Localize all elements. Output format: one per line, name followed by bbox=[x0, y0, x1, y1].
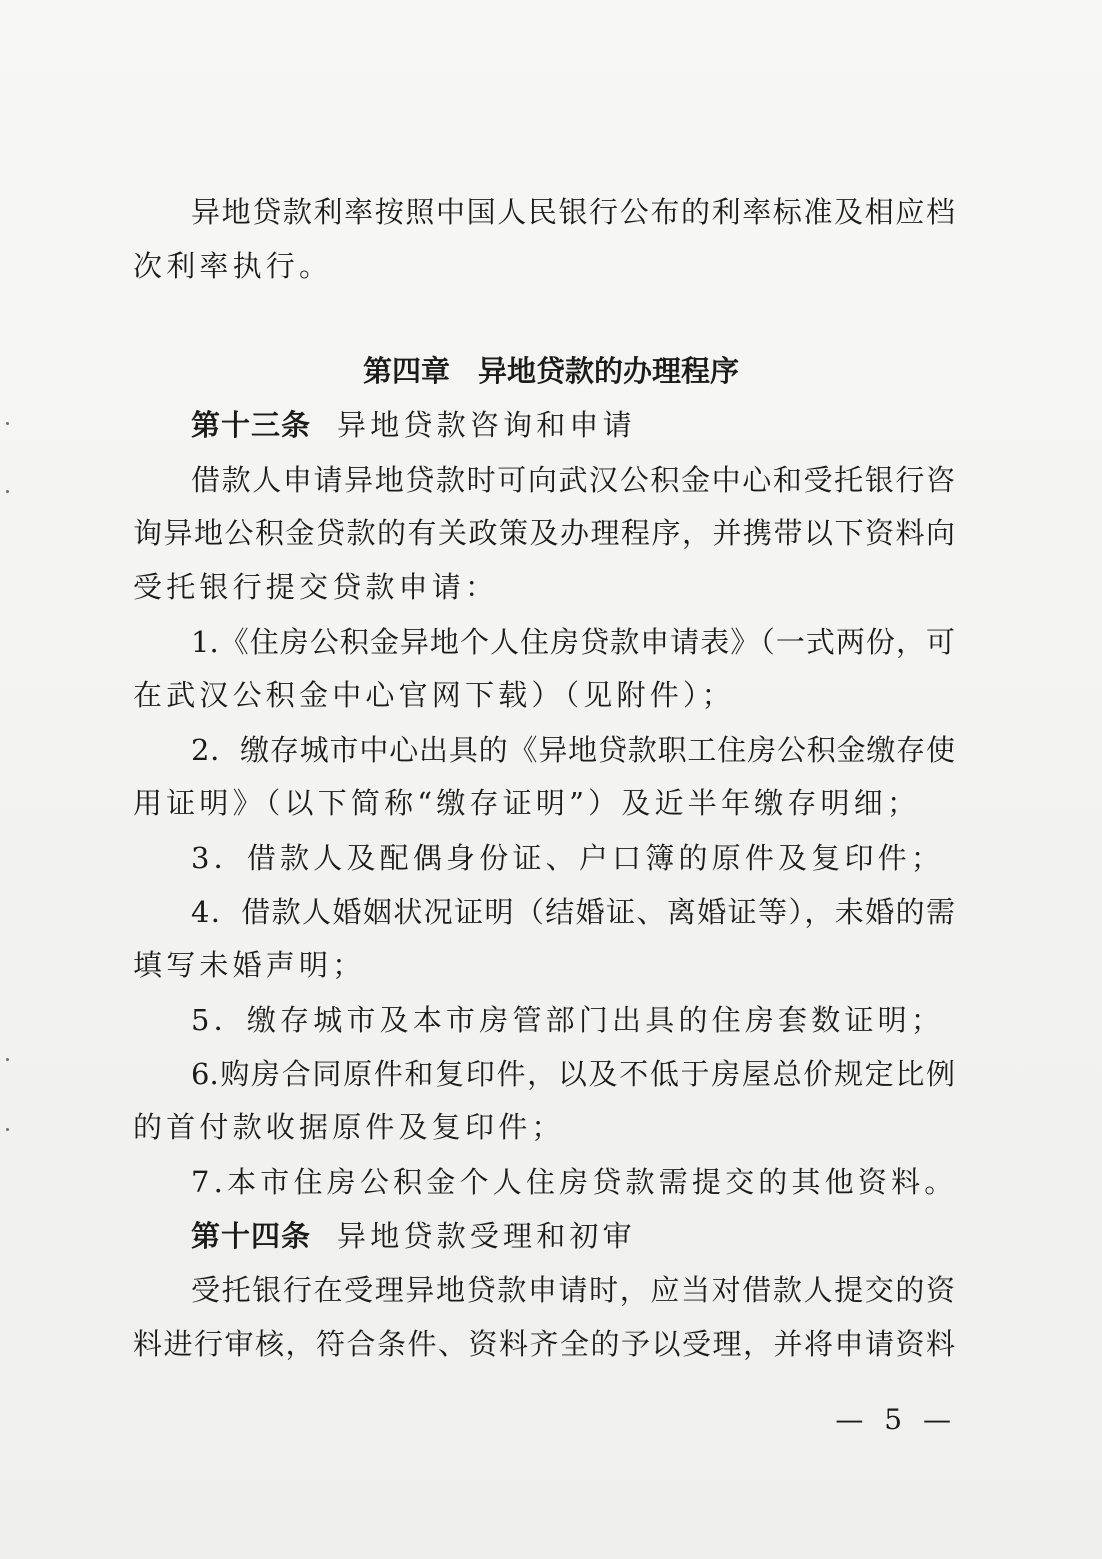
paragraph-line: 料进行审核，符合条件、资料齐全的予以受理，并将申请资料 bbox=[133, 1327, 955, 1361]
article-title: 异地贷款咨询和申请 bbox=[337, 408, 636, 442]
scan-mark bbox=[6, 490, 9, 493]
article-title: 异地贷款受理和初审 bbox=[337, 1219, 636, 1253]
list-item-line: 填写未婚声明； bbox=[133, 948, 366, 982]
article-heading bbox=[191, 1216, 955, 1256]
list-item-line: 2．缴存城市中心出具的《异地贷款职工住房公积金缴存使 bbox=[191, 733, 955, 767]
chapter-title: 异地贷款的办理程序 bbox=[478, 354, 740, 388]
paragraph-line: 借款人申请异地贷款时可向武汉公积金中心和受托银行咨 bbox=[191, 463, 955, 497]
paragraph-line: 异地贷款利率按照中国人民银行公布的利率标准及相应档 bbox=[191, 195, 955, 229]
paragraph-line: 受托银行在受理异地贷款申请时，应当对借款人提交的资 bbox=[191, 1273, 955, 1307]
list-item-line: 在武汉公积金中心官网下载）（见附件）； bbox=[133, 678, 735, 712]
paragraph-line: 询异地公积金贷款的有关政策及办理程序，并携带以下资料向 bbox=[133, 516, 955, 550]
list-item-line: 6.购房合同原件和复印件，以及不低于房屋总价规定比例 bbox=[191, 1057, 955, 1091]
list-item-line: 用证明》（以下简称“缴存证明”）及近半年缴存明细； bbox=[133, 786, 921, 820]
list-item-line: 3．借款人及配偶身份证、户口簿的原件及复印件； bbox=[191, 841, 945, 875]
list-item-line: 4．借款人婚姻状况证明（结婚证、离婚证等），未婚的需 bbox=[191, 895, 955, 929]
list-item-line: 的首付款收据原件及复印件； bbox=[133, 1110, 565, 1144]
scan-mark bbox=[6, 1128, 9, 1131]
article-heading bbox=[191, 405, 955, 445]
page-number: — 5 — bbox=[835, 1403, 957, 1436]
list-item-line: 5．缴存城市及本市房管部门出具的住房套数证明； bbox=[191, 1003, 945, 1037]
list-item-line: 7.本市住房公积金个人住房贷款需提交的其他资料。 bbox=[191, 1165, 958, 1199]
chapter-number: 第四章 bbox=[362, 354, 450, 388]
article-number: 第十四条 bbox=[191, 1219, 312, 1253]
chapter-heading bbox=[0, 351, 1102, 391]
paragraph-line: 次利率执行。 bbox=[133, 249, 333, 283]
list-item-line: 1.《住房公积金异地个人住房贷款申请表》（一式两份，可 bbox=[191, 625, 955, 659]
article-number: 第十三条 bbox=[191, 408, 312, 442]
scan-mark bbox=[6, 1058, 9, 1061]
scan-mark bbox=[6, 422, 9, 425]
paragraph-line: 受托银行提交贷款申请： bbox=[133, 570, 499, 604]
